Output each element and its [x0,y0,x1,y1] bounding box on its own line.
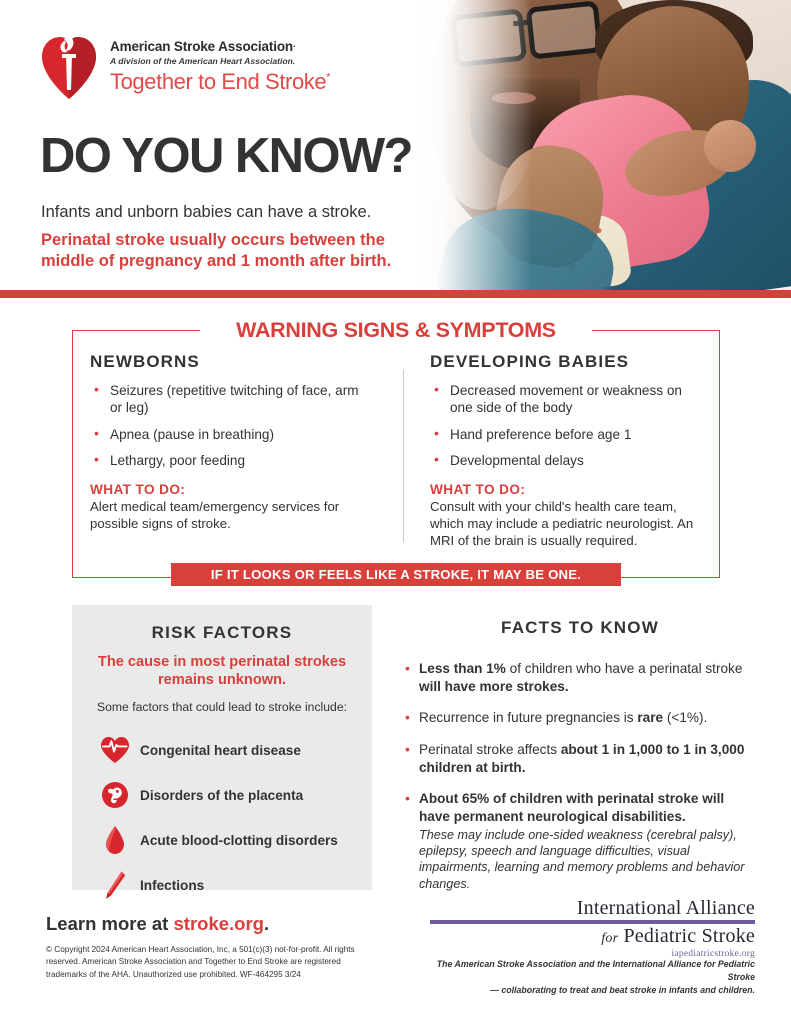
stroke-org-link[interactable]: stroke.org [173,913,264,934]
risk-factors-list [72,728,372,907]
photo-baby-hand [704,120,756,172]
list-item: • Lethargy, poor feeding [90,452,374,469]
alliance-purple-rule [430,920,755,924]
fact-note: These may include one-sided weakness (cerebral palsy), epilepsy, speech and language difficulties, visual impairments, learning and memory problems and behavior changes. [419,827,745,891]
newborn-symptom-list [90,382,374,470]
list-item: • Developmental delays [430,452,706,469]
learn-more-suffix: . [263,913,270,934]
collaboration-statement [415,958,755,996]
risk-factor-label: Congenital heart disease [140,742,301,758]
logo-tagline: Together to End Stroke* [110,68,331,94]
facts-to-know-list [405,660,755,892]
international-alliance-logo [430,898,755,959]
facts-to-know-title: FACTS TO KNOW [501,618,659,637]
risk-factors-panel [72,605,372,893]
alliance-line-2-text: Pediatric Stroke [623,924,755,947]
alliance-line-1: International Alliance [576,897,755,919]
alliance-for-word: for [601,930,619,946]
warning-column-heading: NEWBORNS [90,352,200,371]
fetus-placenta-icon [96,781,134,809]
collaboration-line-2: — collaborating to treat and beat stroke in infants and children. [490,984,755,995]
list-item: • Perinatal stroke affects about 1 in 1,000 to 1 in 3,000 children at birth. [405,741,755,776]
facts-to-know-panel [405,605,755,906]
photo-left-fade [412,0,532,290]
list-item: • Recurrence in future pregnancies is rare (<1%). [405,709,755,727]
logo-reg-mark: . [293,39,296,49]
collaboration-line-1: The American Stroke Association and the International Alliance for Pediatric Stroke [436,959,755,982]
logo-org-name: American Stroke Association. [110,39,296,54]
learn-more-line [46,913,269,935]
warning-column-newborns [72,352,396,550]
what-to-do-body: Alert medical team/emergency services for possible signs of stroke. [90,498,340,531]
blood-drop-icon [96,825,134,855]
logo-tagline-mark: * [326,71,331,84]
stroke-alert-banner: IF IT LOOKS OR FEELS LIKE A STROKE, IT MAY BE ONE. [171,563,621,586]
warning-signs-title: WARNING SIGNS & SYMPTOMS [200,318,592,343]
header-red-divider [0,290,791,298]
risk-factors-lead: The cause in most perinatal strokes remains unknown. [97,654,347,689]
warning-signs-columns [72,352,720,550]
what-to-do-body: Consult with your child's health care team, which may include a pediatric neurologist. An MRI of the brain is usually required. [430,498,694,549]
alliance-line-2 [430,926,755,947]
header-subtitle: Infants and unborn babies can have a stroke. [41,203,372,221]
list-item: • Seizures (repetitive twitching of face, arm or leg) [90,382,374,417]
heart-pulse-icon [96,736,134,764]
learn-more-prefix: Learn more at [46,913,174,934]
list-item [96,863,372,907]
list-item: • About 65% of children with perinatal stroke will have permanent neurological disabilities. These may include one-sided weakness (cerebral palsy), epilepsy, speech and language difficulties, visual impairments, learning and memory problems and behavior changes. [405,790,755,892]
copyright-text: © Copyright 2024 American Heart Association, Inc, a 501(c)(3) not-for-profit. All rights reserved. American Stroke Association and Together to End Stroke are registered trademarks of the AHA. Unauthorized use prohibited. WF-464295 3/24 [46,945,355,979]
list-item [96,818,372,862]
what-to-do-label: WHAT TO DO: [430,481,526,497]
list-item [96,728,372,772]
risk-factor-label: Disorders of the placenta [140,787,304,803]
risk-factor-label: Infections [140,877,205,893]
page-title: DO YOU KNOW? [40,129,412,183]
risk-factors-note: Some factors that could lead to stroke include: [97,700,347,715]
aha-heart-torch-icon [40,32,98,100]
risk-factors-title: RISK FACTORS [151,623,293,642]
developing-babies-symptom-list [430,382,706,470]
what-to-do-label: WHAT TO DO: [90,481,186,497]
thermometer-icon [96,869,134,901]
warning-column-developing-babies [396,352,720,550]
list-item: • Less than 1% of children who have a perinatal stroke will have more strokes. [405,660,755,695]
risk-factor-label: Acute blood-clotting disorders [140,832,338,848]
aha-logo-lockup [40,32,330,100]
header-highlight-text: Perinatal stroke usually occurs between the middle of pregnancy and 1 month after birth. [41,231,392,271]
list-item [96,773,372,817]
warning-column-heading: DEVELOPING BABIES [430,352,630,371]
logo-division-line: A division of the American Heart Association. [110,55,296,66]
list-item: • Hand preference before age 1 [430,426,706,443]
hero-photo [412,0,791,290]
header-banner [0,0,791,290]
alliance-url[interactable]: iapediatricstroke.org [671,948,755,959]
list-item: • Apnea (pause in breathing) [90,426,374,443]
list-item: • Decreased movement or weakness on one side of the body [430,382,706,417]
